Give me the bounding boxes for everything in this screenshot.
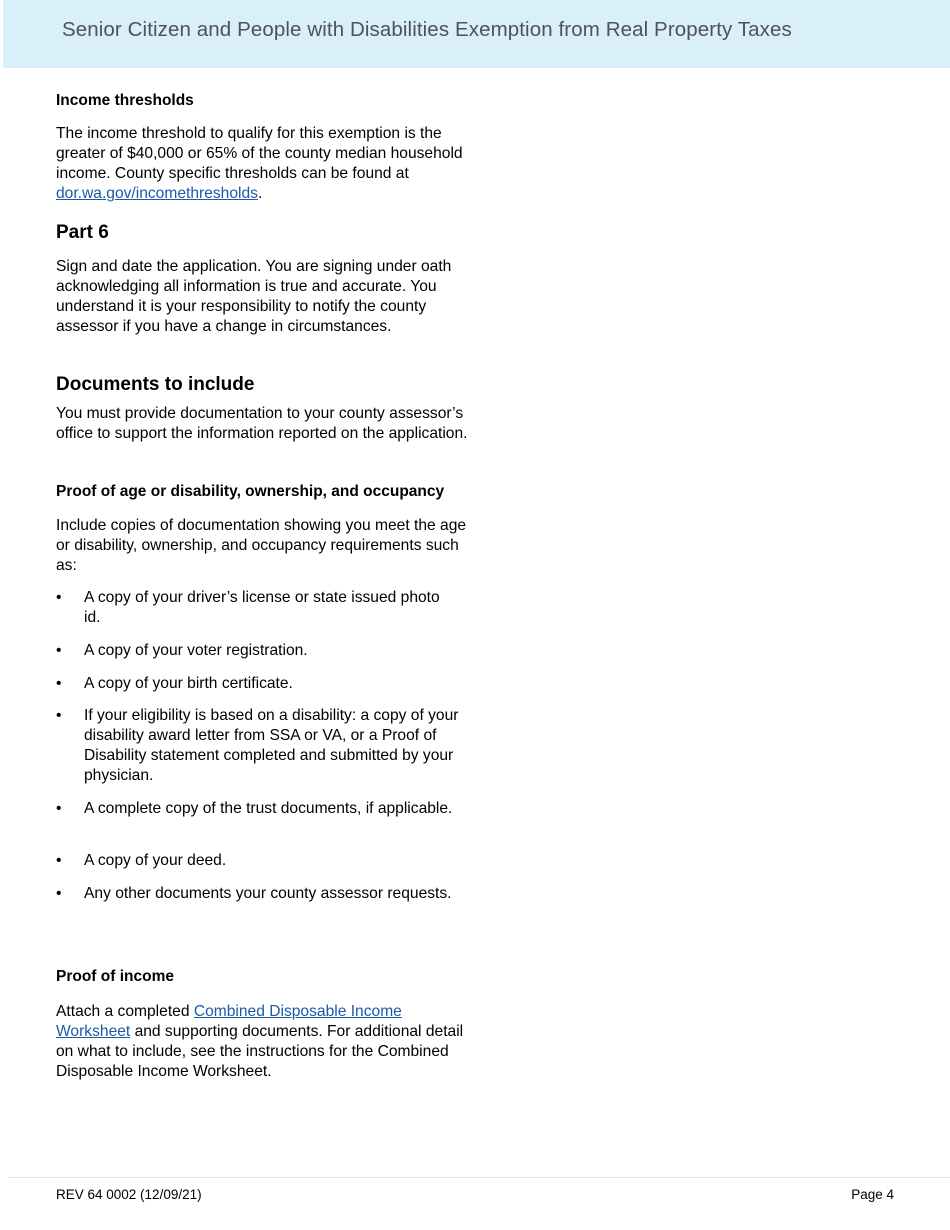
proof-age-intro-section xyxy=(56,516,476,576)
header-banner xyxy=(3,0,950,68)
part6-heading: Part 6 xyxy=(56,222,109,243)
page-number: Page 4 xyxy=(851,1187,894,1202)
list-item-text: Any other documents your county assessor requests. xyxy=(84,885,452,902)
bullet-symbol: • xyxy=(56,852,62,869)
proof-age-heading: Proof of age or disability, ownership, and occupancy xyxy=(56,483,445,500)
proof-income-paragraph xyxy=(56,1002,476,1082)
list-item-text: A copy of your voter registration. xyxy=(84,642,308,659)
proof-age-intro: Include copies of documentation showing you meet the age or disability, ownership, and occupancy requirements such as: xyxy=(56,517,467,574)
income-thresholds-heading: Income thresholds xyxy=(56,92,194,109)
proof-income-heading: Proof of income xyxy=(56,968,174,985)
part6-paragraph: Sign and date the application. You are signing under oath acknowledging all information is true and accurate. You understand it is your responsibility to notify the county assessor if you have a change in circumstances. xyxy=(56,258,452,335)
list-item-text: A complete copy of the trust documents, if applicable. xyxy=(84,800,453,817)
bullet-symbol: • xyxy=(56,885,62,902)
bullet-symbol: • xyxy=(56,589,62,606)
documents-section xyxy=(56,404,476,444)
part6-section xyxy=(56,257,476,337)
list-item-text: If your eligibility is based on a disability: a copy of your disability award letter from SSA or VA, or a Proof of Disability statement completed and submitted by your physician. xyxy=(84,707,459,784)
income-thresholds-text: The income threshold to qualify for this exemption is the greater of $40,000 or 65% of the county median household income. County specific thresholds can be found at xyxy=(56,125,463,182)
list-item-text: A copy of your driver’s license or state issued photo id. xyxy=(84,589,440,626)
form-number: REV 64 0002 (12/09/21) xyxy=(56,1187,202,1202)
bullet-symbol: • xyxy=(56,675,62,692)
income-thresholds-link[interactable]: dor.wa.gov/incomethresholds xyxy=(56,185,258,202)
documents-paragraph: You must provide documentation to your county assessor’s office to support the information reported on the application. xyxy=(56,405,468,442)
bullet-symbol: • xyxy=(56,800,62,817)
documents-heading: Documents to include xyxy=(56,374,255,395)
proof-income-text: Attach a completed xyxy=(56,1003,194,1020)
list-item-text: A copy of your birth certificate. xyxy=(84,675,293,692)
bullet-symbol: • xyxy=(56,707,62,724)
proof-income-text-end: and supporting documents. For additional detail on what to include, see the instructions for the Combined Disposable Income Worksheet. xyxy=(56,1023,464,1080)
footer-divider xyxy=(8,1177,950,1178)
page-title: Senior Citizen and People with Disabilities Exemption from Real Property Taxes xyxy=(62,18,792,41)
list-item-text: A copy of your deed. xyxy=(84,852,227,869)
proof-income-section xyxy=(56,1002,476,1082)
bullet-symbol: • xyxy=(56,642,62,659)
income-thresholds-paragraph xyxy=(56,124,476,204)
income-thresholds-section xyxy=(56,124,476,204)
income-thresholds-text-end: . xyxy=(257,185,263,202)
cdi-worksheet-link[interactable]: Combined Disposable Income Worksheet xyxy=(56,1003,402,1040)
